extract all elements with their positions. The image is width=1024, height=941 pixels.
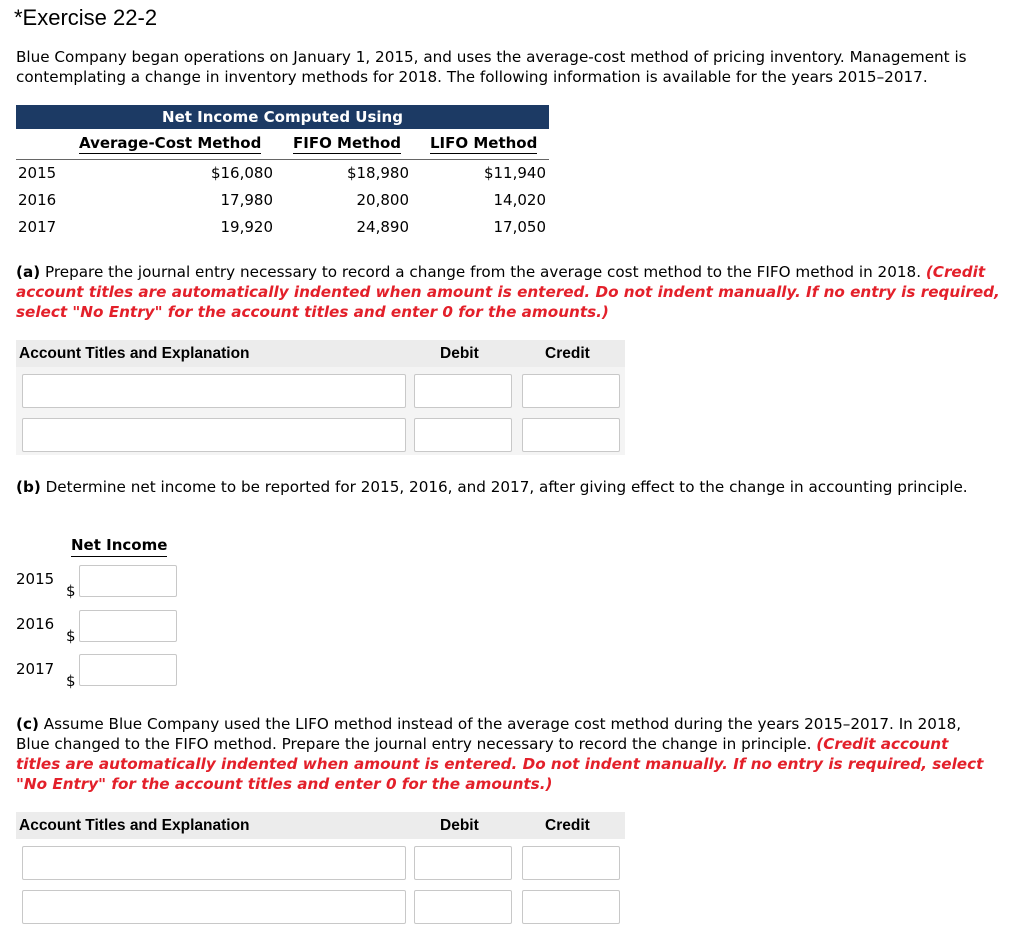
net-income-2015-input[interactable] [79,565,177,597]
part-c-instruction: (Credit account titles are automatically indented when amount is entered. Do not indent manually. If no entry is required, select "No Entry" for the account titles and enter 0 for the amounts.) [16,735,984,793]
credit-header: Credit [545,345,590,362]
debit-input[interactable] [414,418,512,452]
credit-input[interactable] [522,374,620,408]
account-titles-header: Account Titles and Explanation [19,345,250,362]
row-year: 2017 [18,218,57,236]
account-title-input[interactable] [22,890,406,924]
account-title-input[interactable] [22,418,406,452]
intro-paragraph: Blue Company began operations on January 1, 2015, and uses the average-cost method of pricing inventory. Management is contemplating a change in inventory methods for 2018. The following information is available for the years 2015–2017. [16,48,967,86]
part-a-instruction: (Credit account titles are automatically indented when amount is entered. Do not indent manually. If no entry is required, select "No Entry" for the account titles and enter 0 for the amounts.) [16,263,1000,321]
cell-avg: $16,080 [210,164,273,182]
part-c-text: Assume Blue Company used the LIFO method instead of the average cost method during the years 2015–2017. In 2018, Blue changed to the FIFO method. Prepare the journal entry necessary to record the change in principle. [16,715,962,753]
table-row [16,160,549,187]
journal-header [16,812,625,839]
cell-fifo: $18,980 [346,164,409,182]
journal-row [16,839,625,883]
col-average-cost: Average-Cost Method [79,134,262,152]
year-2017-label: 2017 [16,660,55,678]
row-year: 2015 [18,164,57,182]
debit-header: Debit [440,345,479,362]
part-c-label: (c) [16,715,39,733]
cell-lifo: $11,940 [483,164,546,182]
dollar-sign: $ [66,627,76,645]
debit-input[interactable] [414,374,512,408]
year-2015-label: 2015 [16,570,55,588]
journal-table-a [16,340,625,455]
credit-input[interactable] [522,418,620,452]
net-income-table-header: Net Income Computed Using [16,105,549,129]
debit-header: Debit [440,817,479,834]
table-row [16,187,549,214]
cell-fifo: 24,890 [356,218,409,236]
dollar-sign: $ [66,672,76,690]
journal-row [16,367,625,411]
row-year: 2016 [18,191,57,209]
cell-fifo: 20,800 [356,191,409,209]
account-titles-header: Account Titles and Explanation [19,817,250,834]
part-a-label: (a) [16,263,41,281]
part-b-text: Determine net income to be reported for 2015, 2016, and 2017, after giving effect to the change in accounting principle. [45,478,968,496]
part-a-question [16,262,1011,322]
account-title-input[interactable] [22,846,406,880]
cell-lifo: 14,020 [493,191,546,209]
cell-avg: 17,980 [220,191,273,209]
cell-avg: 19,920 [220,218,273,236]
dollar-sign: $ [66,582,76,600]
col-fifo: FIFO Method [293,134,402,152]
year-2016-label: 2016 [16,615,55,633]
journal-table-c [16,812,625,927]
account-title-input[interactable] [22,374,406,408]
part-b-label: (b) [16,478,41,496]
credit-input[interactable] [522,846,620,880]
net-income-column-headers [16,129,549,159]
debit-input[interactable] [414,846,512,880]
part-b-question [16,477,976,497]
exercise-title: *Exercise 22-2 [14,5,158,30]
journal-header [16,340,625,367]
journal-row [16,883,625,927]
journal-row [16,411,625,455]
credit-input[interactable] [522,890,620,924]
cell-lifo: 17,050 [493,218,546,236]
part-a-text: Prepare the journal entry necessary to record a change from the average cost method to the FIFO method in 2018. [44,263,922,281]
table-row [16,214,549,241]
part-c-question [16,714,991,794]
net-income-label: Net Income [71,536,167,557]
net-income-table [16,105,549,241]
col-lifo: LIFO Method [430,134,538,152]
debit-input[interactable] [414,890,512,924]
net-income-2016-input[interactable] [79,610,177,642]
net-income-2017-input[interactable] [79,654,177,686]
credit-header: Credit [545,817,590,834]
